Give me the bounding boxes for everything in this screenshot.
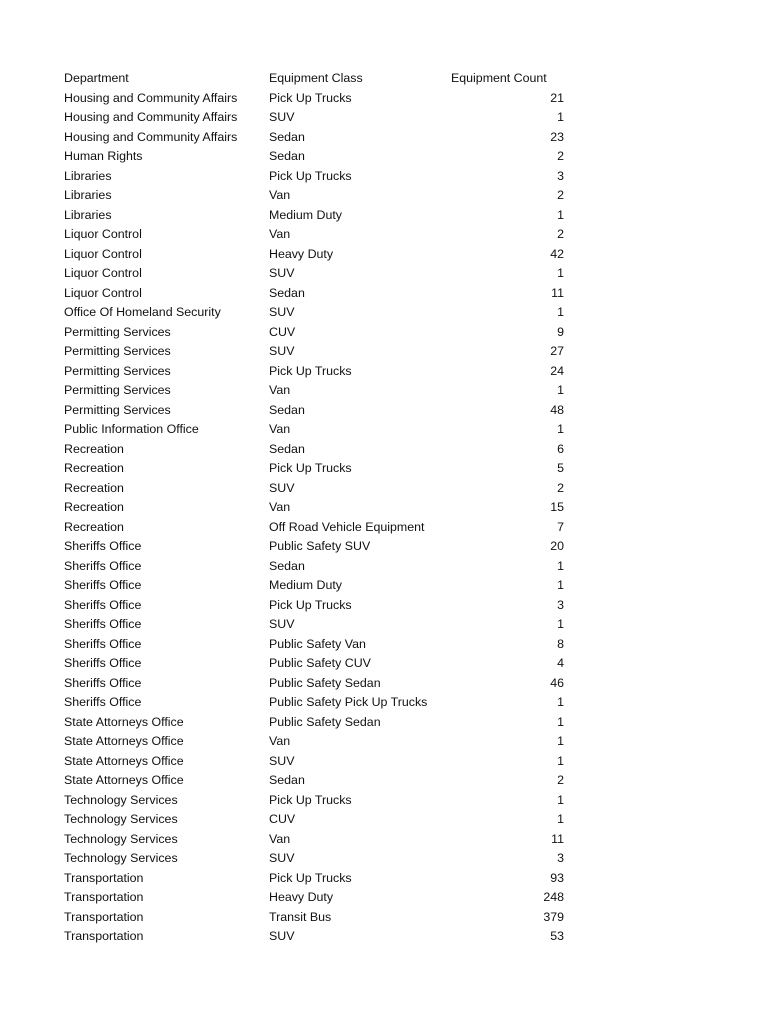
table-row	[64, 615, 564, 635]
cell-equipment-class: Pick Up Trucks	[269, 597, 352, 612]
cell-department: Recreation	[64, 441, 124, 456]
cell-equipment-count: 1	[557, 792, 564, 807]
table-row	[64, 420, 564, 440]
cell-department: Sheriffs Office	[64, 617, 142, 631]
cell-equipment-class: Pick Up Trucks	[269, 363, 352, 378]
cell-department: Transportation	[64, 870, 144, 885]
header-row	[64, 69, 564, 89]
cell-department: Transportation	[64, 929, 144, 943]
cell-department: Office Of Homeland Security	[64, 305, 221, 319]
cell-equipment-class: Van	[269, 831, 291, 846]
cell-equipment-class: Pick Up Trucks	[269, 90, 352, 105]
table-row	[64, 479, 564, 499]
cell-department: Housing and Community Affairs	[64, 110, 238, 124]
cell-department: Sheriffs Office	[64, 636, 142, 651]
cell-equipment-class: Sedan	[269, 773, 305, 787]
cell-department: Permitting Services	[64, 383, 171, 397]
cell-equipment-class: Transit Bus	[269, 909, 332, 924]
cell-equipment-class: Pick Up Trucks	[269, 168, 352, 183]
cell-equipment-count: 48	[550, 402, 564, 417]
cell-department: Permitting Services	[64, 402, 171, 417]
cell-department: Recreation	[64, 519, 124, 534]
table-row	[64, 459, 564, 479]
spreadsheet-page	[64, 69, 584, 947]
cell-equipment-count: 24	[550, 363, 564, 378]
table-row	[64, 323, 564, 343]
table-row	[64, 225, 564, 245]
table-row	[64, 381, 564, 401]
table-row	[64, 849, 564, 869]
cell-equipment-class: SUV	[269, 110, 295, 124]
cell-equipment-class: Public Safety Van	[269, 636, 366, 651]
cell-equipment-class: Sedan	[269, 558, 305, 573]
table-row	[64, 888, 564, 908]
cell-equipment-count: 46	[550, 675, 564, 690]
cell-equipment-count: 2	[557, 227, 564, 241]
table-row	[64, 674, 564, 694]
cell-equipment-count: 2	[557, 773, 564, 787]
cell-equipment-count: 9	[557, 324, 564, 339]
cell-equipment-count: 1	[557, 578, 564, 592]
cell-equipment-count: 1	[557, 617, 564, 631]
header-department: Department	[64, 71, 129, 85]
table-row	[64, 791, 564, 811]
table-row	[64, 810, 564, 830]
table-row	[64, 869, 564, 889]
cell-equipment-count: 1	[557, 812, 564, 826]
table-row	[64, 830, 564, 850]
cell-equipment-count: 1	[557, 753, 564, 768]
cell-department: Sheriffs Office	[64, 558, 142, 573]
table-row	[64, 498, 564, 518]
table-row	[64, 245, 564, 265]
table-row	[64, 284, 564, 304]
table-row	[64, 693, 564, 713]
cell-equipment-class: CUV	[269, 812, 296, 826]
cell-equipment-count: 2	[557, 149, 564, 163]
cell-equipment-class: SUV	[269, 480, 295, 495]
table-row	[64, 732, 564, 752]
table-row	[64, 362, 564, 382]
cell-equipment-class: SUV	[269, 617, 295, 631]
cell-department: Technology Services	[64, 792, 178, 807]
table-row	[64, 654, 564, 674]
cell-equipment-count: 2	[557, 480, 564, 495]
cell-department: Sheriffs Office	[64, 597, 142, 612]
cell-equipment-count: 3	[557, 851, 564, 865]
cell-equipment-class: Medium Duty	[269, 578, 342, 592]
table-row	[64, 128, 564, 148]
cell-equipment-class: Van	[269, 734, 291, 748]
cell-equipment-class: CUV	[269, 324, 296, 339]
cell-equipment-class: Heavy Duty	[269, 890, 334, 904]
cell-department: Technology Services	[64, 812, 178, 826]
cell-equipment-count: 1	[557, 714, 564, 729]
cell-department: Sheriffs Office	[64, 656, 142, 670]
table-row	[64, 557, 564, 577]
cell-equipment-class: Public Safety CUV	[269, 656, 371, 670]
table-row	[64, 537, 564, 557]
cell-equipment-class: SUV	[269, 305, 295, 319]
cell-equipment-count: 5	[557, 461, 564, 475]
cell-equipment-count: 1	[557, 110, 564, 124]
cell-department: Liquor Control	[64, 285, 142, 300]
table-row	[64, 635, 564, 655]
cell-equipment-class: Sedan	[269, 402, 305, 417]
cell-equipment-count: 42	[550, 246, 564, 261]
cell-equipment-count: 248	[543, 890, 564, 904]
table-row	[64, 752, 564, 772]
cell-equipment-count: 11	[551, 831, 564, 846]
cell-equipment-class: Public Safety Sedan	[269, 714, 381, 729]
cell-equipment-count: 23	[550, 129, 564, 144]
cell-equipment-class: Public Safety Pick Up Trucks	[269, 695, 428, 709]
table-row	[64, 713, 564, 733]
table-row	[64, 264, 564, 284]
cell-department: Sheriffs Office	[64, 675, 142, 690]
cell-equipment-class: Public Safety Sedan	[269, 675, 381, 690]
cell-equipment-class: Pick Up Trucks	[269, 792, 352, 807]
equipment-table	[64, 69, 564, 947]
cell-department: Sheriffs Office	[64, 539, 142, 553]
table-row	[64, 206, 564, 226]
cell-equipment-class: Van	[269, 422, 291, 436]
table-row	[64, 167, 564, 187]
cell-equipment-class: Sedan	[269, 149, 305, 163]
cell-equipment-class: SUV	[269, 753, 295, 768]
cell-equipment-count: 2	[557, 188, 564, 202]
cell-department: Libraries	[64, 207, 112, 222]
cell-equipment-count: 21	[550, 90, 564, 105]
table-row	[64, 576, 564, 596]
cell-department: Permitting Services	[64, 324, 171, 339]
cell-equipment-class: Heavy Duty	[269, 246, 334, 261]
cell-equipment-class: Pick Up Trucks	[269, 870, 352, 885]
cell-equipment-class: SUV	[269, 851, 295, 865]
cell-department: State Attorneys Office	[64, 753, 184, 768]
table-row	[64, 518, 564, 538]
cell-department: Liquor Control	[64, 227, 142, 241]
cell-equipment-class: Pick Up Trucks	[269, 461, 352, 475]
cell-department: Recreation	[64, 500, 124, 514]
table-body	[64, 89, 564, 947]
cell-department: State Attorneys Office	[64, 714, 184, 729]
table-row	[64, 927, 564, 947]
cell-department: Technology Services	[64, 851, 178, 865]
table-row	[64, 596, 564, 616]
cell-equipment-count: 15	[550, 500, 564, 514]
table-row	[64, 440, 564, 460]
cell-equipment-class: Van	[269, 188, 291, 202]
table-row	[64, 186, 564, 206]
cell-equipment-count: 3	[557, 597, 564, 612]
table-row	[64, 147, 564, 167]
table-row	[64, 771, 564, 791]
table-row	[64, 108, 564, 128]
table-row	[64, 342, 564, 362]
cell-department: Permitting Services	[64, 344, 171, 358]
table-row	[64, 89, 564, 109]
cell-department: Public Information Office	[64, 422, 199, 436]
cell-equipment-count: 4	[557, 656, 564, 670]
table-row	[64, 401, 564, 421]
cell-department: Libraries	[64, 168, 112, 183]
cell-equipment-class: Sedan	[269, 441, 305, 456]
cell-department: Housing and Community Affairs	[64, 90, 238, 105]
cell-equipment-count: 1	[557, 207, 564, 222]
cell-equipment-count: 53	[550, 929, 564, 943]
cell-department: State Attorneys Office	[64, 773, 184, 787]
cell-equipment-count: 1	[557, 305, 564, 319]
cell-equipment-count: 1	[557, 266, 564, 280]
cell-equipment-count: 1	[557, 383, 564, 397]
cell-department: Liquor Control	[64, 246, 142, 261]
cell-equipment-count: 27	[550, 344, 564, 358]
cell-department: Sheriffs Office	[64, 695, 142, 709]
cell-equipment-class: Public Safety SUV	[269, 539, 371, 553]
header-equipment-class: Equipment Class	[269, 71, 363, 85]
cell-department: State Attorneys Office	[64, 734, 184, 748]
cell-equipment-count: 1	[557, 734, 564, 748]
cell-department: Human Rights	[64, 149, 143, 163]
cell-department: Recreation	[64, 461, 124, 475]
cell-department: Sheriffs Office	[64, 578, 142, 592]
cell-equipment-class: SUV	[269, 266, 295, 280]
table-row	[64, 908, 564, 928]
cell-department: Recreation	[64, 480, 124, 495]
cell-equipment-count: 3	[557, 168, 564, 183]
table-row	[64, 303, 564, 323]
cell-equipment-count: 379	[543, 909, 564, 924]
header-equipment-count: Equipment Count	[451, 71, 547, 85]
cell-department: Permitting Services	[64, 363, 171, 378]
cell-equipment-count: 1	[557, 422, 564, 436]
cell-equipment-class: SUV	[269, 344, 295, 358]
cell-department: Housing and Community Affairs	[64, 129, 238, 144]
cell-equipment-count: 7	[557, 519, 564, 534]
cell-equipment-class: Van	[269, 383, 291, 397]
cell-equipment-class: Sedan	[269, 129, 305, 144]
cell-department: Transportation	[64, 890, 144, 904]
cell-equipment-count: 93	[550, 870, 564, 885]
cell-equipment-class: Van	[269, 227, 291, 241]
cell-equipment-class: Medium Duty	[269, 207, 342, 222]
cell-equipment-class: Van	[269, 500, 291, 514]
cell-equipment-count: 1	[557, 695, 564, 709]
cell-equipment-count: 6	[557, 441, 564, 456]
cell-equipment-count: 20	[550, 539, 564, 553]
cell-department: Liquor Control	[64, 266, 142, 280]
cell-department: Transportation	[64, 909, 144, 924]
cell-equipment-class: SUV	[269, 929, 295, 943]
cell-equipment-class: Off Road Vehicle Equipment	[269, 519, 425, 534]
cell-department: Technology Services	[64, 831, 178, 846]
cell-department: Libraries	[64, 188, 112, 202]
cell-equipment-count: 11	[551, 285, 564, 300]
cell-equipment-count: 8	[557, 636, 564, 651]
cell-equipment-count: 1	[557, 558, 564, 573]
cell-equipment-class: Sedan	[269, 285, 305, 300]
